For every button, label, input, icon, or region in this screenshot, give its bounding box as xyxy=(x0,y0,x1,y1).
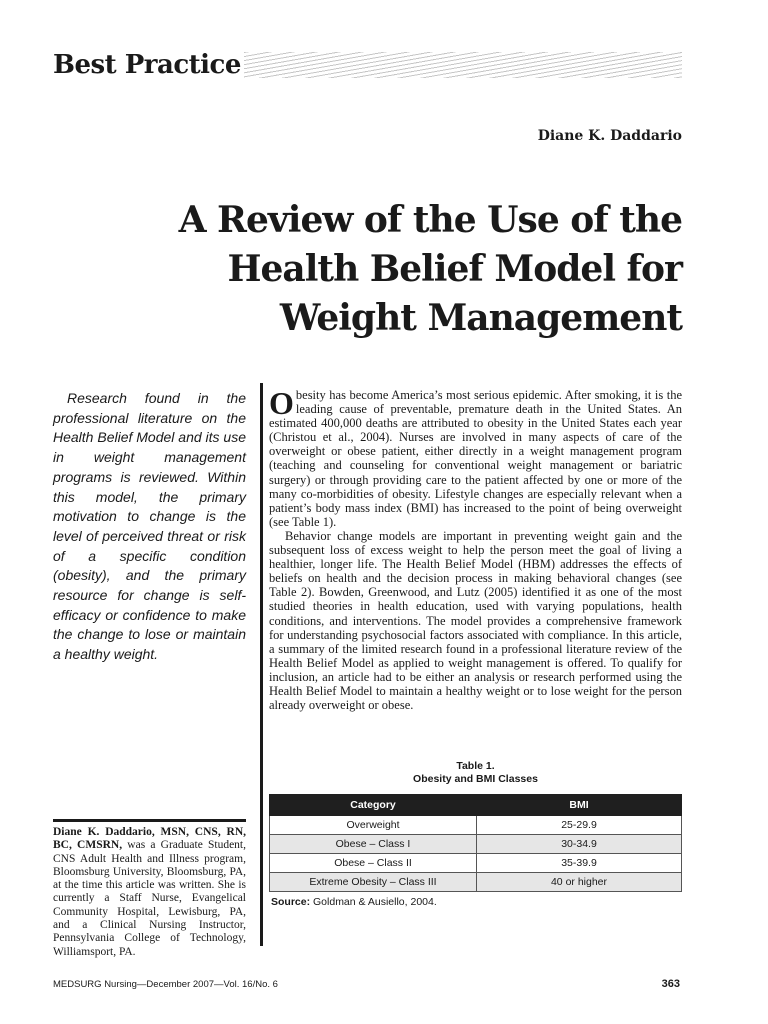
category-cell: Obese – Class I xyxy=(270,835,477,854)
author-bio-text: was a Graduate Student, CNS Adult Health and Illness program, Bloomsburg University, Bloomsburg, PA, at the time this article was written. She is currently a Staff Nurse, Evangelical Community Hospital, Lewisburg, PA, and a Clinical Nursing Instructor, Pennsylvania College of Technology, Williamsport, PA. xyxy=(53,839,247,958)
table-source-text: Goldman & Ausiello, 2004. xyxy=(310,896,437,908)
column-divider xyxy=(260,383,263,946)
table-title: Obesity and BMI Classes xyxy=(413,773,538,785)
page-number: 363 xyxy=(661,978,680,990)
table-row xyxy=(270,873,682,892)
author-bio xyxy=(53,826,246,959)
category-cell: Overweight xyxy=(270,816,477,835)
body-paragraph xyxy=(269,385,682,529)
author-bio-name: Diane K. Daddario, MSN, CNS, RN, BC, CMSRN, xyxy=(53,826,246,852)
body-paragraph: Behavior change models are important in preventing weight gain and the subsequent loss of excess weight to help the person meet the goal of living a healthier, longer life. The Health Belief Model (HBM) addresses the effects of beliefs on health and the decision process in making behavioral changes (see Table 2). Bowden, Greenwood, and Lutz (2005) identified it as one of the most studied theories in health education, used with varying populations, health conditions, and interventions. The model provides a comprehensive framework for understanding psychosocial factors associated with compliance. In this article, a summary of the limited research found in a professional literature review of the Health Belief Model as applied to weight management is offered. To qualify for inclusion, an article had to be either an analysis or research performed using the Health Belief Model to maintain a healthy weight or to lose weight for the person already overweight or obese. xyxy=(269,528,682,713)
column-header-bmi: BMI xyxy=(477,795,682,816)
table-row xyxy=(270,854,682,873)
table-row xyxy=(270,816,682,835)
author-byline: Diane K. Daddario xyxy=(537,128,682,144)
bio-divider xyxy=(53,819,246,822)
bmi-cell: 30-34.9 xyxy=(477,835,682,854)
bmi-cell: 25-29.9 xyxy=(477,816,682,835)
drop-cap: O xyxy=(269,385,294,421)
table-number: Table 1. xyxy=(456,760,495,772)
paragraph-text: besity has become America’s most serious epidemic. After smoking, it is the leading cause of preventable, premature death in the United States. An estimated 400,000 deaths are attributed to obesity in the United States each year (Christou et al., 2004). Nurses are involved in many aspects of care of the overweight or obese patient, either directly in a weight management program (teaching and counseling for conventional weight management or bariatric surgery) or through providing care to the patient affected by one or more of the many co-morbidities of obesity. Lifestyle changes are especially relevant when a patient’s body mass index (BMI) has increased to the point of being overweight (see Table 1). xyxy=(269,388,682,529)
category-cell: Obese – Class II xyxy=(270,854,477,873)
footer-journal: MEDSURG Nursing—December 2007—Vol. 16/No. 6 xyxy=(53,979,278,990)
table-source-label: Source: xyxy=(271,896,311,908)
decorative-hatch-rule xyxy=(244,52,682,78)
table-header-row xyxy=(270,795,682,816)
article-title: A Review of the Use of the Health Belief Model for Weight Management xyxy=(178,199,682,339)
bmi-table xyxy=(269,794,682,892)
abstract: Research found in the professional literature on the Health Belief Model and its use in weight management programs is reviewed. Within this model, the primary motivation to change is the level of perceived threat or risk of a specific condition (obesity), and the primary resource for change is self-efficacy or confidence to make the change to lose or maintain a healthy weight. xyxy=(53,390,246,663)
column-header-category: Category xyxy=(270,795,477,816)
article-body xyxy=(269,385,682,713)
table-source xyxy=(271,896,437,909)
table-row xyxy=(270,835,682,854)
table-caption xyxy=(269,760,682,786)
section-label: Best Practice xyxy=(53,50,241,80)
category-cell: Extreme Obesity – Class III xyxy=(270,873,477,892)
bmi-cell: 35-39.9 xyxy=(477,854,682,873)
bmi-cell: 40 or higher xyxy=(477,873,682,892)
